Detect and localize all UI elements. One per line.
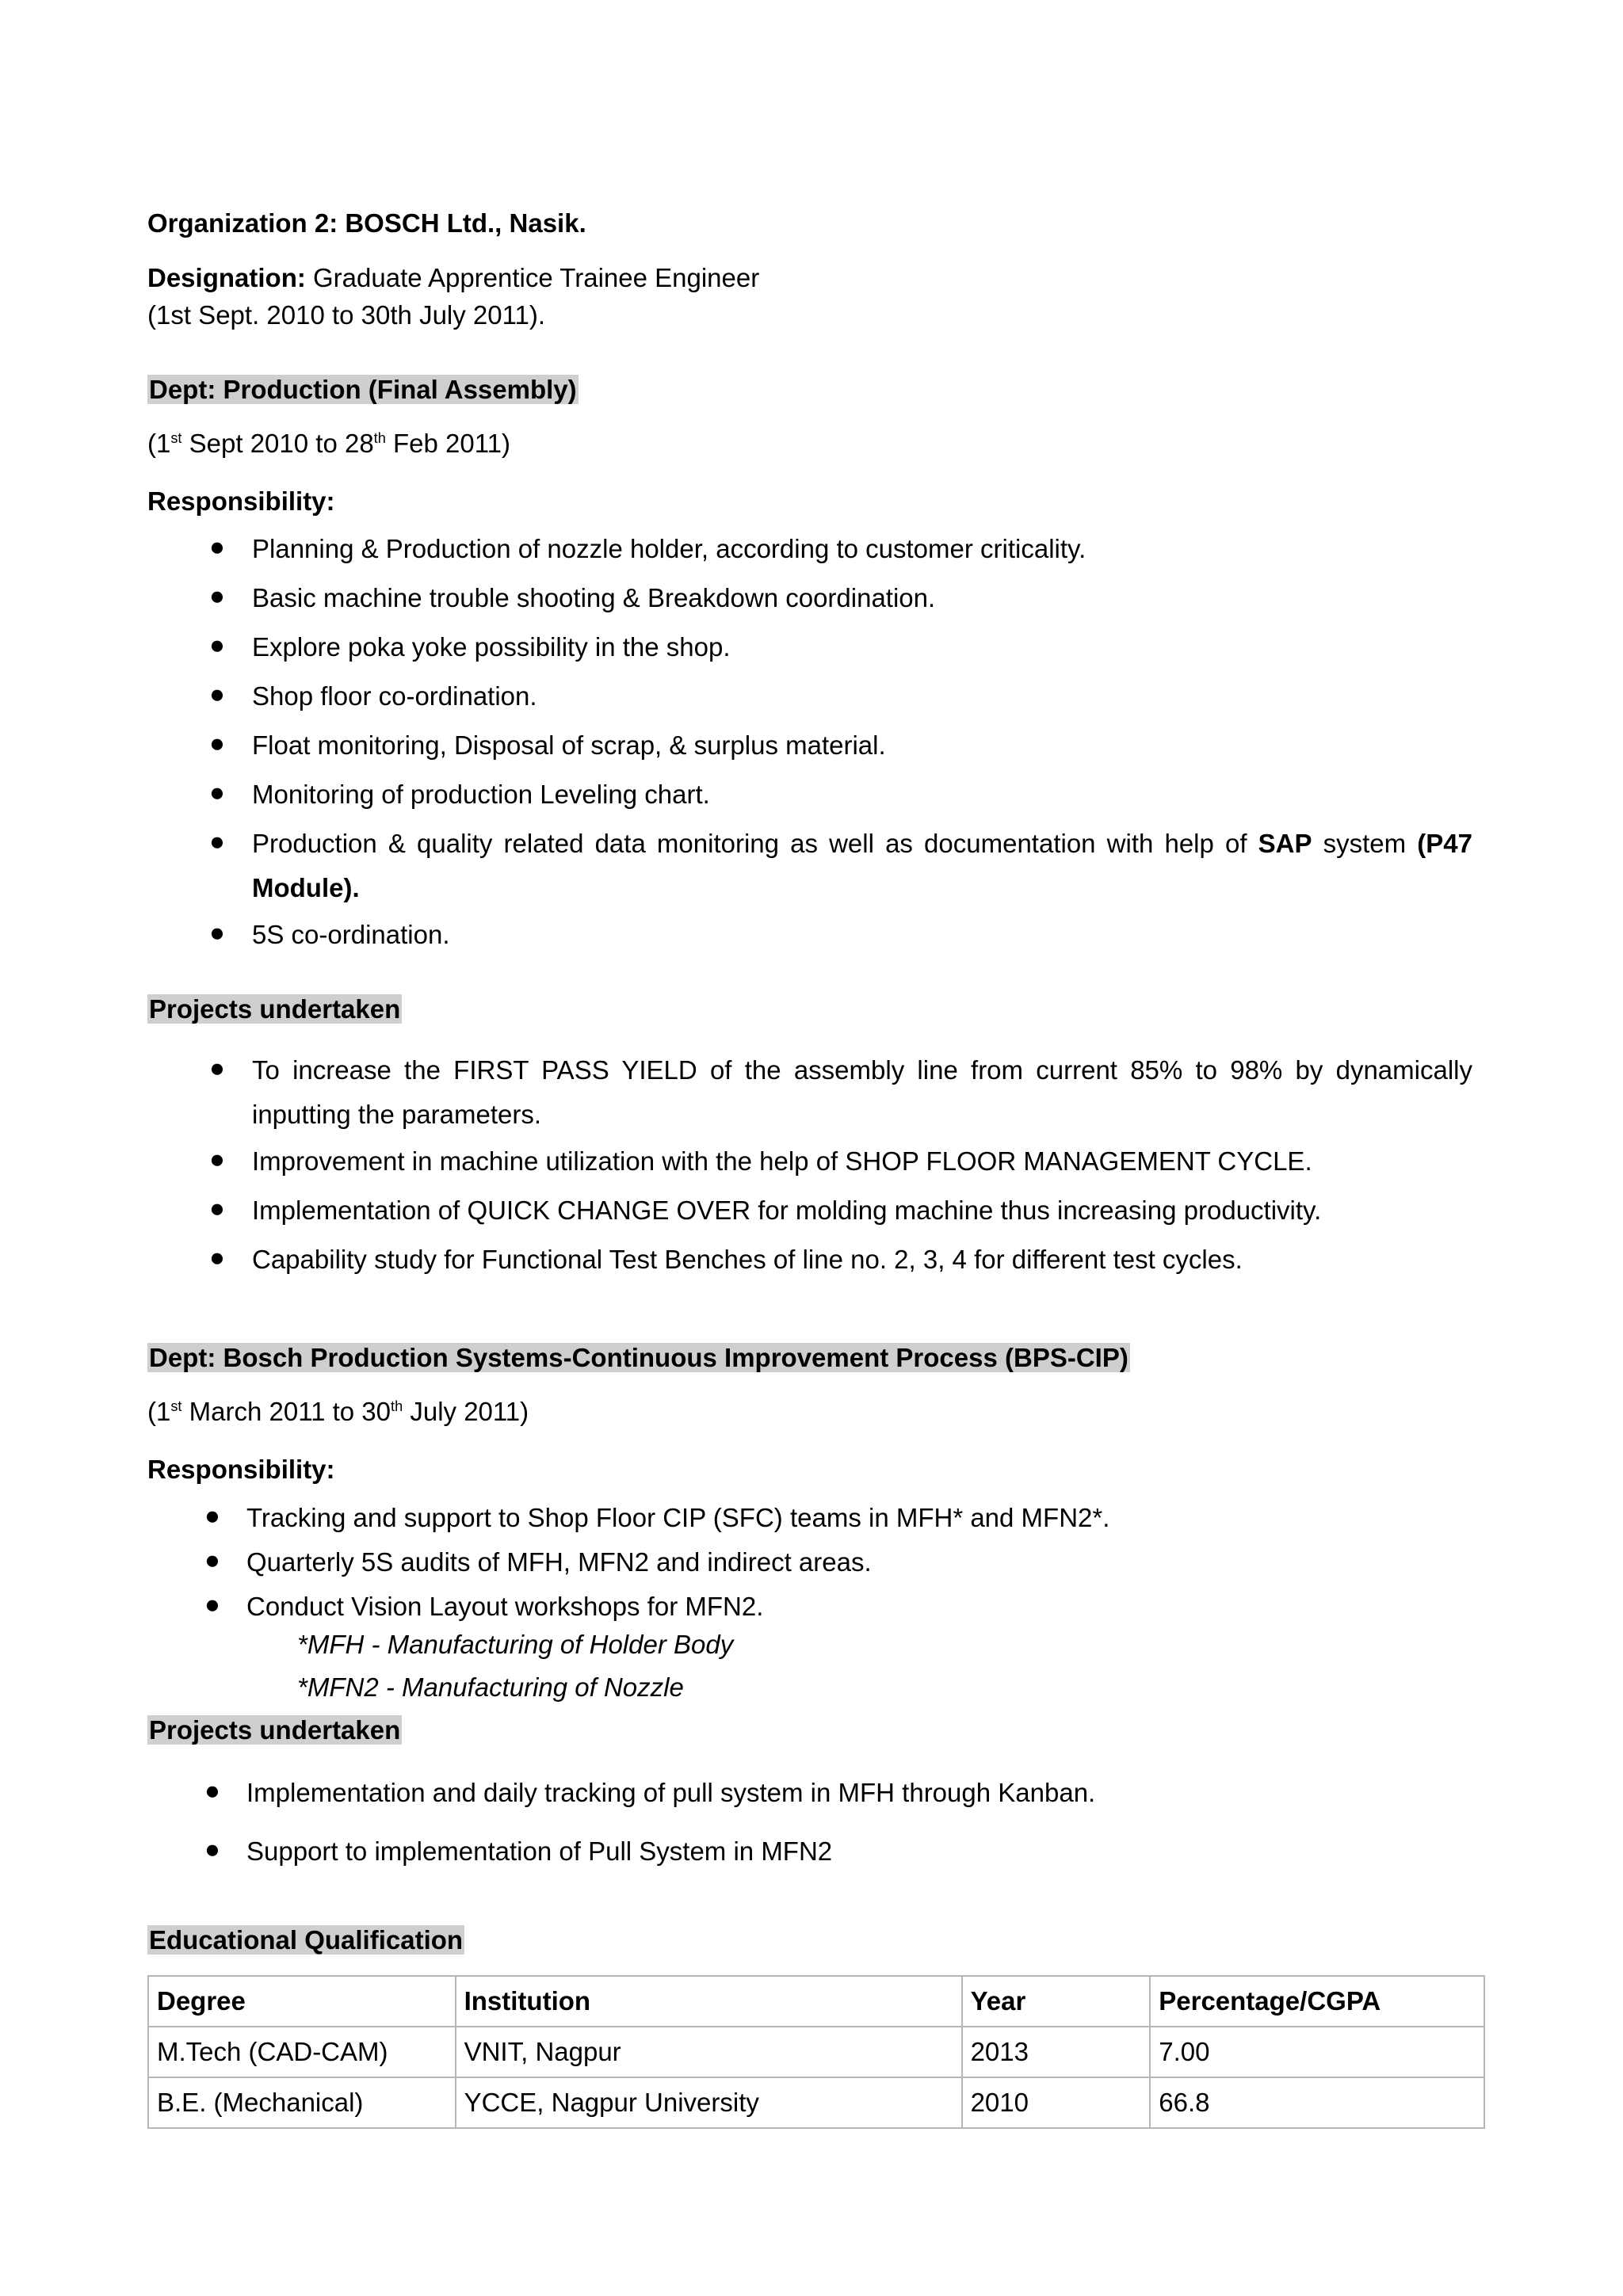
table-cell: 2010 [962,2077,1151,2128]
bullet-icon: ● [209,679,225,708]
dept2-heading-wrap [147,1342,1130,1374]
bullet-icon: ● [209,917,225,947]
bullet-icon: ● [209,1242,225,1272]
list-item: Shop floor co-ordination. [252,681,537,711]
bullet-icon: ● [204,1545,220,1574]
list-item: Capability study for Functional Test Benches of line no. 2, 3, 4 for different test cycles. [252,1245,1243,1274]
dept1-heading: Dept: Production (Final Assembly) [149,375,577,404]
dept1-period-b: Sept 2010 to 28 [181,429,374,458]
list-item: Planning & Production of nozzle holder, according to customer criticality. [252,534,1086,563]
dept2-projects-heading-wrap [147,1714,402,1746]
dept1-projects-heading-wrap [147,994,402,1025]
designation-value: Graduate Apprentice Trainee Engineer [305,263,760,292]
table-cell: VNIT, Nagpur [456,2027,962,2077]
dept2-period-c: July 2011) [403,1397,529,1426]
dept1-heading-wrap [147,374,579,406]
table-header-cell: Institution [456,1976,962,2027]
dept2-period [147,1396,529,1428]
bullet-icon: ● [204,1589,220,1619]
sap-text-bold: SAP [1258,829,1312,858]
table-header-row [148,1976,1484,2027]
dept1-period-a: (1 [147,429,171,458]
organization-title: Organization 2: BOSCH Ltd., Nasik. [147,208,586,238]
education-table [147,1975,1485,2129]
table-header-cell: Degree [148,1976,456,2027]
table-row [148,2077,1484,2128]
bullet-icon: ● [209,1053,225,1082]
designation-label: Designation: [147,263,306,292]
note-mfn2: *MFN2 - Manufacturing of Nozzle [297,1672,684,1702]
dept2-period-b: March 2011 to 30 [181,1397,391,1426]
dept2-period-sup1: st [170,1398,182,1414]
dept1-period-sup2: th [373,430,386,446]
bullet-icon: ● [209,826,225,856]
dept2-responsibility-label: Responsibility: [147,1455,335,1484]
dept1-period [147,428,510,460]
table-header-cell: Year [962,1976,1151,2027]
list-item: Tracking and support to Shop Floor CIP (SFC) teams in MFH* and MFN2*. [246,1503,1110,1532]
dept2-period-a: (1 [147,1397,171,1426]
designation-line [147,262,759,294]
dept2-projects-heading: Projects undertaken [149,1715,401,1745]
sap-module-bold: (P47 Module). [252,829,1472,902]
bullet-icon: ● [209,581,225,610]
sap-text-c: system [1312,829,1418,858]
table-cell: B.E. (Mechanical) [148,2077,456,2128]
bullet-icon: ● [209,1144,225,1173]
list-item: Conduct Vision Layout workshops for MFN2. [246,1592,764,1621]
education-heading: Educational Qualification [149,1925,464,1955]
table-cell: 7.00 [1150,2027,1484,2077]
list-item: Support to implementation of Pull System in MFN2 [246,1836,833,1866]
dept1-period-c: Feb 2011) [385,429,510,458]
list-item: Implementation of QUICK CHANGE OVER for molding machine thus increasing productivity. [252,1196,1322,1225]
dept1-responsibility-label: Responsibility: [147,486,335,516]
dept2-heading: Dept: Bosch Production Systems-Continuous Improvement Process (BPS-CIP) [149,1343,1128,1372]
dept1-projects-heading: Projects undertaken [149,994,401,1024]
table-cell: YCCE, Nagpur University [456,2077,962,2128]
list-item: Float monitoring, Disposal of scrap, & surplus material. [252,730,886,760]
designation-period: (1st Sept. 2010 to 30th July 2011). [147,300,546,330]
table-header-cell: Percentage/CGPA [1150,1976,1484,2027]
list-item: Explore poka yoke possibility in the shop. [252,632,731,662]
bullet-icon: ● [209,532,225,561]
bullet-icon: ● [204,1834,220,1863]
list-item: Basic machine trouble shooting & Breakdown coordination. [252,583,936,612]
note-mfh: *MFH - Manufacturing of Holder Body [297,1630,734,1659]
bullet-icon: ● [209,777,225,807]
table-row [148,2027,1484,2077]
bullet-icon: ● [209,630,225,659]
list-item [252,822,1472,910]
table-cell: M.Tech (CAD-CAM) [148,2027,456,2077]
list-item: Implementation and daily tracking of pull system in MFH through Kanban. [246,1778,1096,1807]
bullet-icon: ● [209,728,225,757]
list-item: Improvement in machine utilization with the help of SHOP FLOOR MANAGEMENT CYCLE. [252,1146,1312,1176]
bullet-icon: ● [204,1775,220,1805]
bullet-icon: ● [204,1501,220,1530]
list-item: Monitoring of production Leveling chart. [252,780,710,809]
table-cell: 2013 [962,2027,1151,2077]
education-heading-wrap [147,1924,464,1956]
table-cell: 66.8 [1150,2077,1484,2128]
sap-text-a: Production & quality related data monitoring as well as documentation with help of [252,829,1258,858]
bullet-icon: ● [209,1193,225,1222]
list-item: To increase the FIRST PASS YIELD of the assembly line from current 85% to 98% by dynamically inputting the parameters. [252,1055,1472,1129]
dept1-period-sup1: st [170,430,182,446]
list-item: 5S co-ordination. [252,920,450,949]
list-item: Quarterly 5S audits of MFH, MFN2 and indirect areas. [246,1547,872,1577]
dept2-period-sup2: th [391,1398,403,1414]
